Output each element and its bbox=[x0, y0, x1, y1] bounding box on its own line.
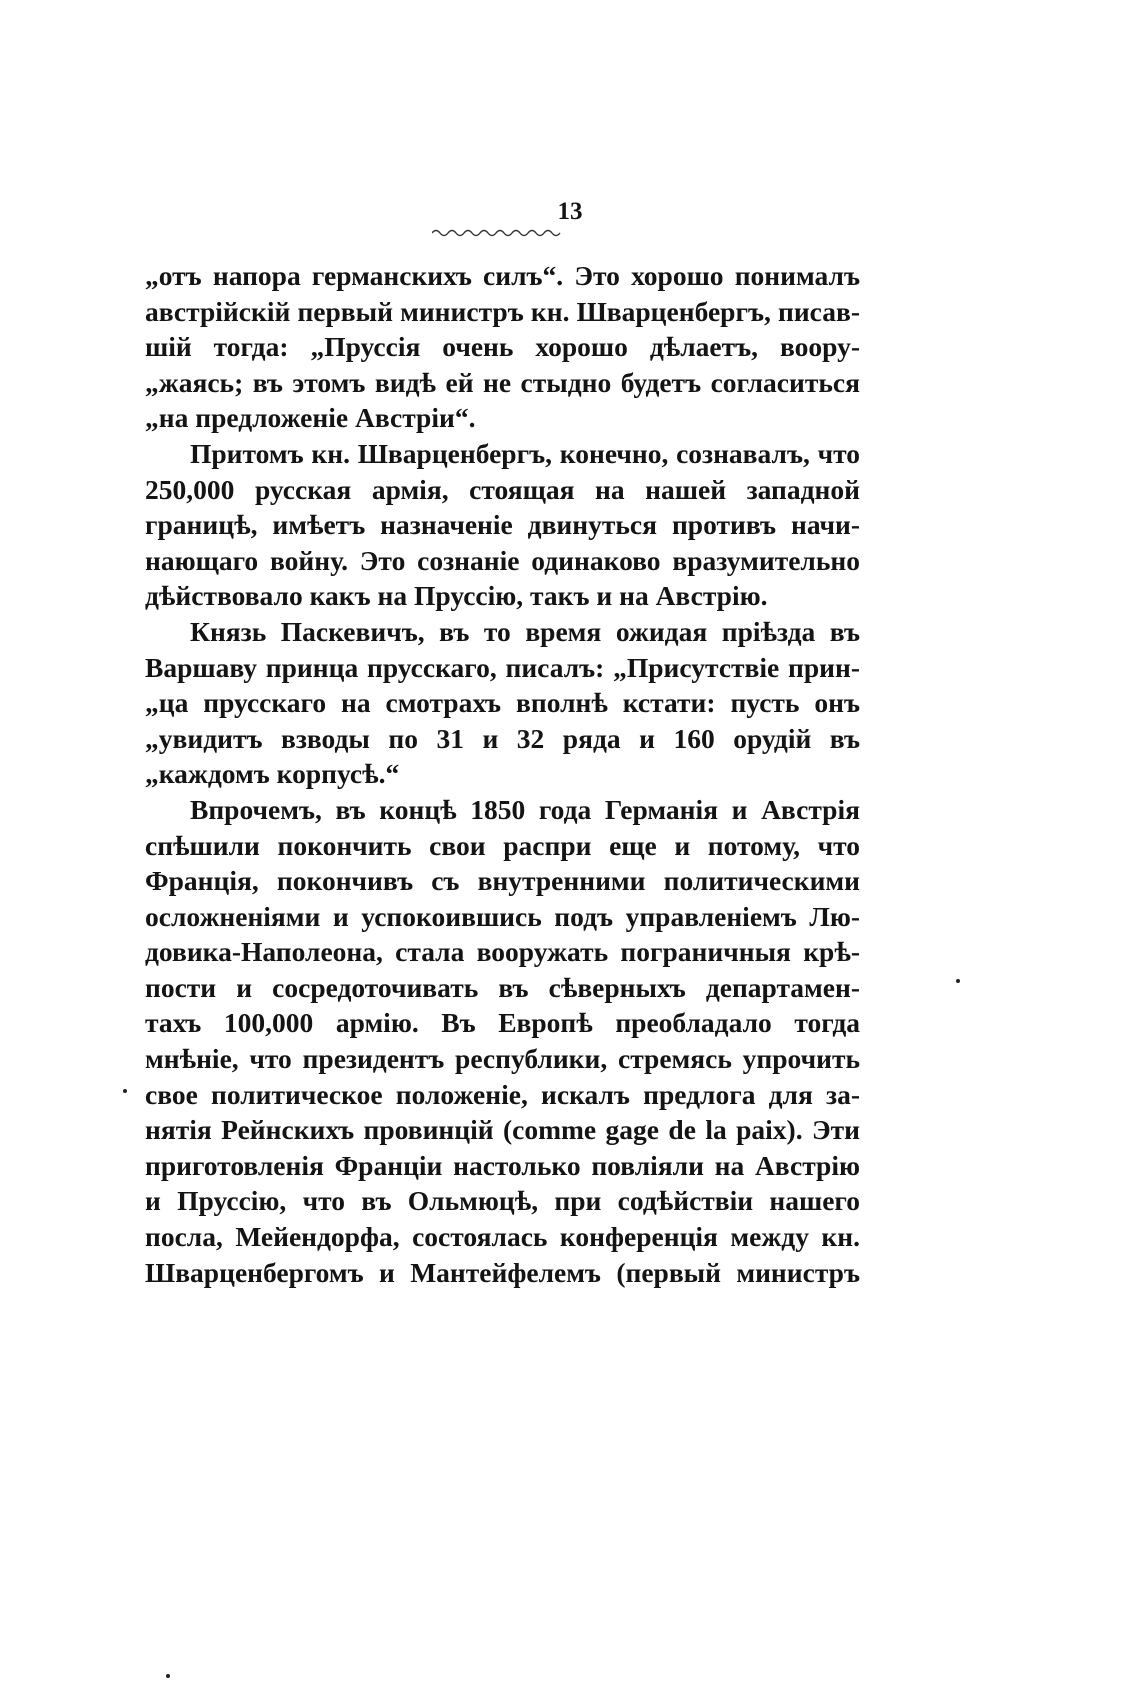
text-line: 250,000 русская армія, стоящая на нашей западной bbox=[145, 473, 860, 505]
text-line: „отъ напора германскихъ силъ“. Это хорошо понималъ bbox=[145, 260, 860, 291]
text-line: свое политическое положеніе, искалъ предлога для за- bbox=[145, 1078, 860, 1110]
text-line: „каждомъ корпусѣ.“ bbox=[145, 758, 400, 790]
scan-speck bbox=[956, 979, 960, 983]
paragraph-3 bbox=[145, 614, 860, 792]
text-line: австрійскій первый министръ кн. Шварценбергъ, писав- bbox=[145, 295, 860, 327]
scan-speck bbox=[123, 1089, 127, 1093]
scan-speck bbox=[166, 1674, 170, 1678]
text-line: приготовленія Франціи настолько повліяли на Австрію bbox=[145, 1149, 860, 1181]
body-text bbox=[145, 258, 860, 1290]
page-number: 13 bbox=[557, 198, 583, 225]
text-line: Шварценбергомъ и Мантейфелемъ (первый министръ bbox=[145, 1256, 860, 1288]
text-line: нятія Рейнскихъ провинцій (comme gage de la paix). Эти bbox=[145, 1114, 860, 1146]
paragraph-1 bbox=[145, 258, 860, 436]
text-line: Князь Паскевичъ, въ то время ожидая пріѣзда въ bbox=[190, 615, 860, 647]
text-line: Франція, покончивъ съ внутренними политическими bbox=[145, 865, 860, 897]
text-line: пости и сосредоточивать въ сѣверныхъ департамен- bbox=[145, 971, 860, 1003]
wavy-rule-ornament bbox=[432, 226, 562, 238]
text-line: „увидитъ взводы по 31 и 32 ряда и 160 орудій въ bbox=[145, 722, 860, 754]
text-line: и Пруссію, что въ Ольмюцѣ, при содѣйствіи нашего bbox=[145, 1185, 860, 1217]
text-line: „жаясь; въ этомъ видѣ ей не стыдно будетъ согласиться bbox=[145, 366, 860, 398]
text-line: дѣйствовало какъ на Пруссію, такъ и на Австрію. bbox=[145, 580, 768, 612]
text-line: тахъ 100,000 армію. Въ Европѣ преобладало тогда bbox=[145, 1007, 860, 1039]
text-line: „ца прусскаго на смотрахъ вполнѣ кстати: пусть онъ bbox=[145, 687, 860, 719]
paragraph-4 bbox=[145, 792, 860, 1290]
text-line: границѣ, имѣетъ назначеніе двинуться противъ начи- bbox=[145, 509, 860, 541]
paragraph-2 bbox=[145, 436, 860, 614]
text-line: шій тогда: „Пруссія очень хорошо дѣлаетъ, воору- bbox=[145, 331, 860, 363]
text-line: Притомъ кн. Шварценбергъ, конечно, сознавалъ, что bbox=[190, 437, 860, 469]
text-line: Впрочемъ, въ концѣ 1850 года Германія и Австрія bbox=[190, 793, 860, 825]
text-line: осложненіями и успокоившись подъ управленіемъ Лю- bbox=[145, 900, 860, 932]
text-line: „на предложеніе Австріи“. bbox=[145, 402, 476, 434]
text-line: посла, Мейендорфа, состоялась конференція между кн. bbox=[145, 1221, 860, 1253]
text-line: нающаго войну. Это сознаніе одинаково вразумительно bbox=[145, 544, 860, 576]
text-line: Варшаву принца прусскаго, писалъ: „Присутствіе прин- bbox=[145, 651, 860, 683]
text-line: спѣшили покончить свои распри еще и потому, что bbox=[145, 829, 860, 861]
text-line: мнѣніе, что президентъ республики, стремясь упрочить bbox=[145, 1043, 860, 1075]
text-line: довика-Наполеона, стала вооружать пограничныя крѣ- bbox=[145, 936, 860, 968]
